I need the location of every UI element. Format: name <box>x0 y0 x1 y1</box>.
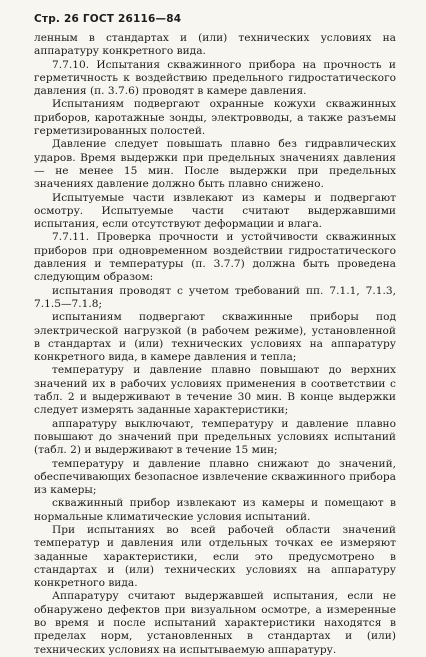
paragraph: Давление следует повышать плавно без гидравлических ударов. Время выдержки при предельных значениях давления — не менее 15 мин. После выдержки при предельных значениях давление должно быть плавно снижено. <box>34 138 396 191</box>
paragraph: Испытаниям подвергают охранные кожухи скважинных приборов, каротажные зонды, электровводы, а также разъемы герметизированных полостей. <box>34 98 396 138</box>
paragraph: температуру и давление плавно повышают до верхних значений их в рабочих условиях применения в соответствии с табл. 2 и выдерживают в течение 30 мин. В конце выдержки следует измерять заданные характеристики; <box>34 364 396 417</box>
paragraph: аппаратуру выключают, температуру и давление плавно повышают до значений при предельных условиях испытаний (табл. 2) и выдерживают в течение 15 мин; <box>34 417 396 457</box>
paragraph: 7.7.11. Проверка прочности и устойчивости скважинных приборов при одновременном воздействии гидростатического давления и температуры (п. 3.7.7) должна быть проведена следующим образом: <box>34 231 396 284</box>
paragraph: 7.7.10. Испытания скважинного прибора на прочность и герметичность к воздействию предельного гидростатического давления (п. 3.7.6) проводят в камере давления. <box>34 58 396 98</box>
paragraph: скважинный прибор извлекают из камеры и помещают в нормальные климатические условия испытаний. <box>34 497 396 523</box>
paragraph: температуру и давление плавно снижают до значений, обеспечивающих безопасное извлечение скважинного прибора из камеры; <box>34 457 396 497</box>
document-body <box>34 32 396 657</box>
paragraph: испытания проводят с учетом требований пп. 7.1.1, 7.1.3, 7.1.5—7.1.8; <box>34 284 396 310</box>
paragraph: Аппаратуру считают выдержавшей испытания, если не обнаружено дефектов при визуальном осмотре, а измеренные во время и после испытаний характеристики находятся в пределах норм, установленных в стандартах и (или) технических условиях на испытываемую аппаратуру. <box>34 590 396 656</box>
paragraph: При испытаниях во всей рабочей области значений температур и давления или отдельных точках ее измеряют заданные характеристики, если это предусмотрено в стандартах и (или) технических условиях на аппаратуру конкретного вида. <box>34 523 396 590</box>
paragraph: испытаниям подвергают скважинные приборы под электрической нагрузкой (в рабочем режиме), установленной в стандартах и (или) технических условиях на аппаратуру конкретного вида, в камере давления и тепла; <box>34 311 396 364</box>
page-header: Стр. 26 ГОСТ 26116—84 <box>34 13 182 25</box>
paragraph: ленным в стандартах и (или) технических условиях на аппаратуру конкретного вида. <box>34 32 396 58</box>
paragraph: Испытуемые части извлекают из камеры и подвергают осмотру. Испытуемые части считают выдержавшими испытания, если отсутствуют деформации и влага. <box>34 191 396 231</box>
